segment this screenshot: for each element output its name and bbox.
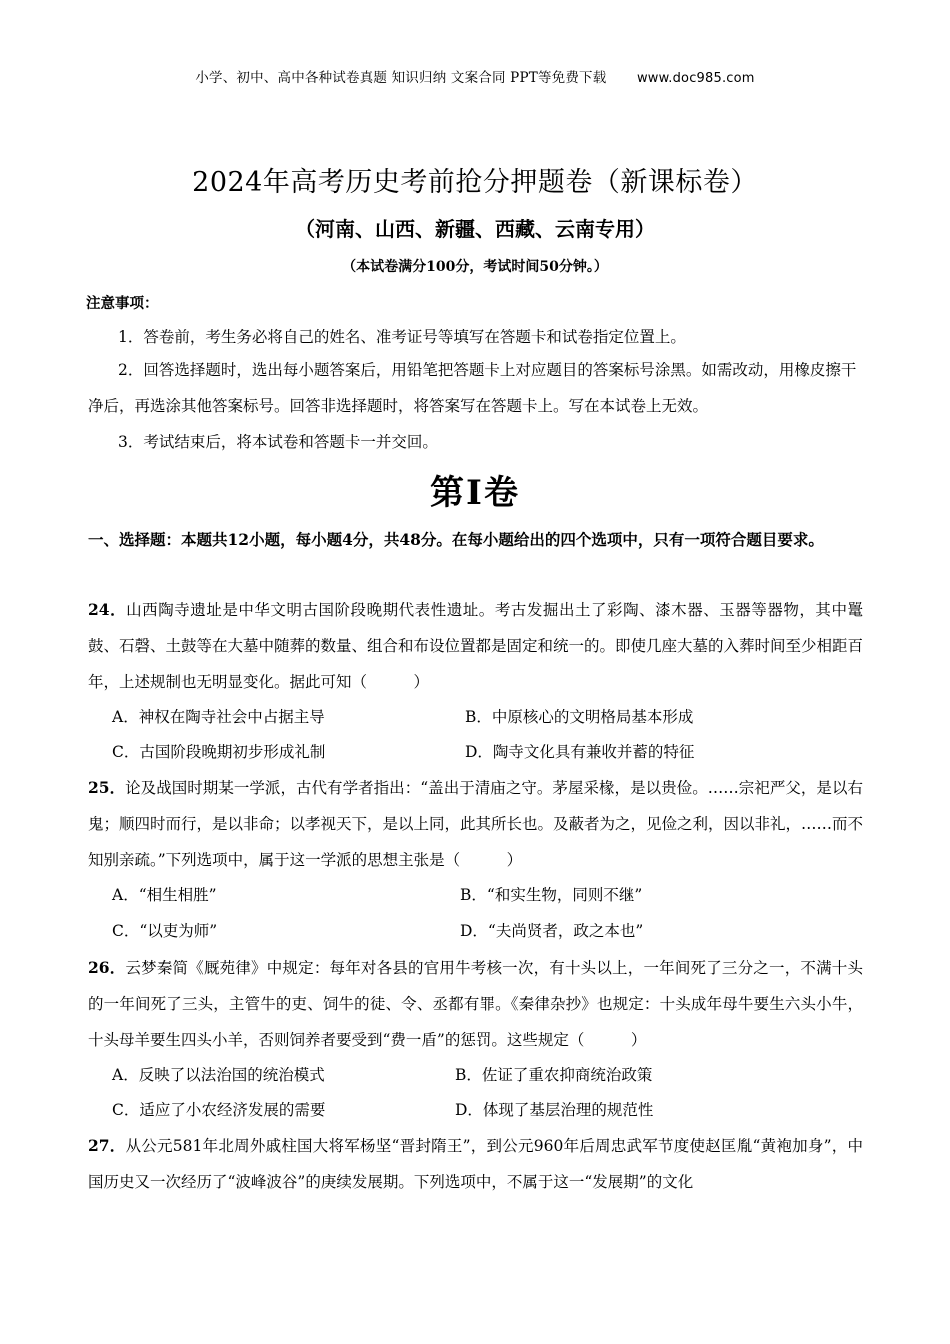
option-c[interactable]: C．“以吏为师” [112, 922, 218, 940]
notice-item-3: 3．考试结束后，将本试卷和答题卡一并交回。 [118, 433, 438, 451]
option-c[interactable]: C．古国阶段晚期初步形成礼制 [112, 743, 326, 761]
exam-meta: （本试卷满分100分，考试时间50分钟。） [342, 259, 608, 275]
option-a[interactable]: A．反映了以法治国的统治模式 [112, 1066, 325, 1084]
question-stem: 云梦秦简《厩苑律》中规定：每年对各县的官用牛考核一次，有十头以上，一年间死了三分之一，不满十头的一年间死了三头，主管牛的吏、饲牛的徒、令、丞都有罪。《秦律杂抄》也规定：十头成年母牛要生六头小牛，十头母羊要生四头小羊，否则饲养者要受到“费一盾”的惩罚。这些规定（ ） [88, 959, 863, 1049]
notice-item-2: 2．回答选择题时，选出每小题答案后，用铅笔把答题卡上对应题目的答案标号涂黑。如需改动，用橡皮擦干净后，再选涂其他答案标号。回答非选择题时，将答案写在答题卡上。写在本试卷上无效。 [88, 361, 857, 415]
question-stem: 论及战国时期某一学派，古代有学者指出：“盖出于清庙之守。茅屋采椽，是以贵俭。……宗祀严父，是以右鬼；顺四时而行，是以非命；以孝视天下，是以上同，此其所长也。及蔽者为之，见俭之利，因以非礼，……而不知别亲疏。”下列选项中，属于这一学派的思想主张是（ ） [88, 779, 864, 869]
option-d[interactable]: D．“夫尚贤者，政之本也” [460, 922, 644, 940]
option-c[interactable]: C．适应了小农经济发展的需要 [112, 1101, 326, 1119]
option-b[interactable]: B．中原核心的文明格局基本形成 [465, 708, 694, 726]
exam-title: 2024年高考历史考前抢分押题卷（新课标卷） [192, 167, 758, 198]
question-27 [88, 1128, 863, 1200]
question-26 [88, 950, 863, 1058]
question-number: 25． [88, 778, 126, 797]
section-title: 第Ⅰ卷 [430, 473, 520, 513]
notice-item-1: 1．答卷前，考生务必将自己的姓名、准考证号等填写在答题卡和试卷指定位置上。 [118, 328, 686, 346]
header-tagline: 小学、初中、高中各种试卷真题 知识归纳 文案合同 PPT等免费下载 [195, 70, 607, 86]
option-b[interactable]: B．佐证了重农抑商统治政策 [455, 1066, 653, 1084]
question-number: 26． [88, 958, 126, 977]
question-stem: 从公元581年北周外戚柱国大将军杨坚“晋封隋王”，到公元960年后周忠武军节度使赵匡胤“黄袍加身”，中国历史又一次经历了“波峰波谷”的庚续发展期。下列选项中，不属于这一“发展期”的文化 [88, 1137, 863, 1191]
option-a[interactable]: A．“相生相胜” [112, 886, 217, 904]
question-25 [88, 770, 863, 878]
exam-subtitle: （河南、山西、新疆、西藏、云南专用） [295, 217, 655, 241]
question-number: 27． [88, 1136, 126, 1155]
part-heading: 一、选择题：本题共12小题，每小题4分，共48分。在每小题给出的四个选项中，只有一项符合题目要求。 [88, 530, 824, 549]
option-a[interactable]: A．神权在陶寺社会中占据主导 [112, 708, 325, 726]
header-site-link[interactable]: www.doc985.com [636, 71, 755, 86]
page-header [0, 66, 950, 86]
question-stem: 山西陶寺遗址是中华文明古国阶段晚期代表性遗址。考古发掘出土了彩陶、漆木器、玉器等器物，其中鼍鼓、石磬、土鼓等在大墓中随葬的数量、组合和布设位置都是固定和统一的。即使几座大墓的入葬时间至少相距百年，上述规制也无明显变化。据此可知（ ） [88, 601, 864, 691]
question-24 [88, 592, 863, 700]
option-d[interactable]: D．陶寺文化具有兼收并蓄的特征 [465, 743, 695, 761]
option-d[interactable]: D．体现了基层治理的规范性 [455, 1101, 654, 1119]
notice-heading: 注意事项： [86, 295, 159, 312]
option-b[interactable]: B．“和实生物，同则不继” [460, 886, 643, 904]
question-number: 24． [88, 600, 127, 619]
